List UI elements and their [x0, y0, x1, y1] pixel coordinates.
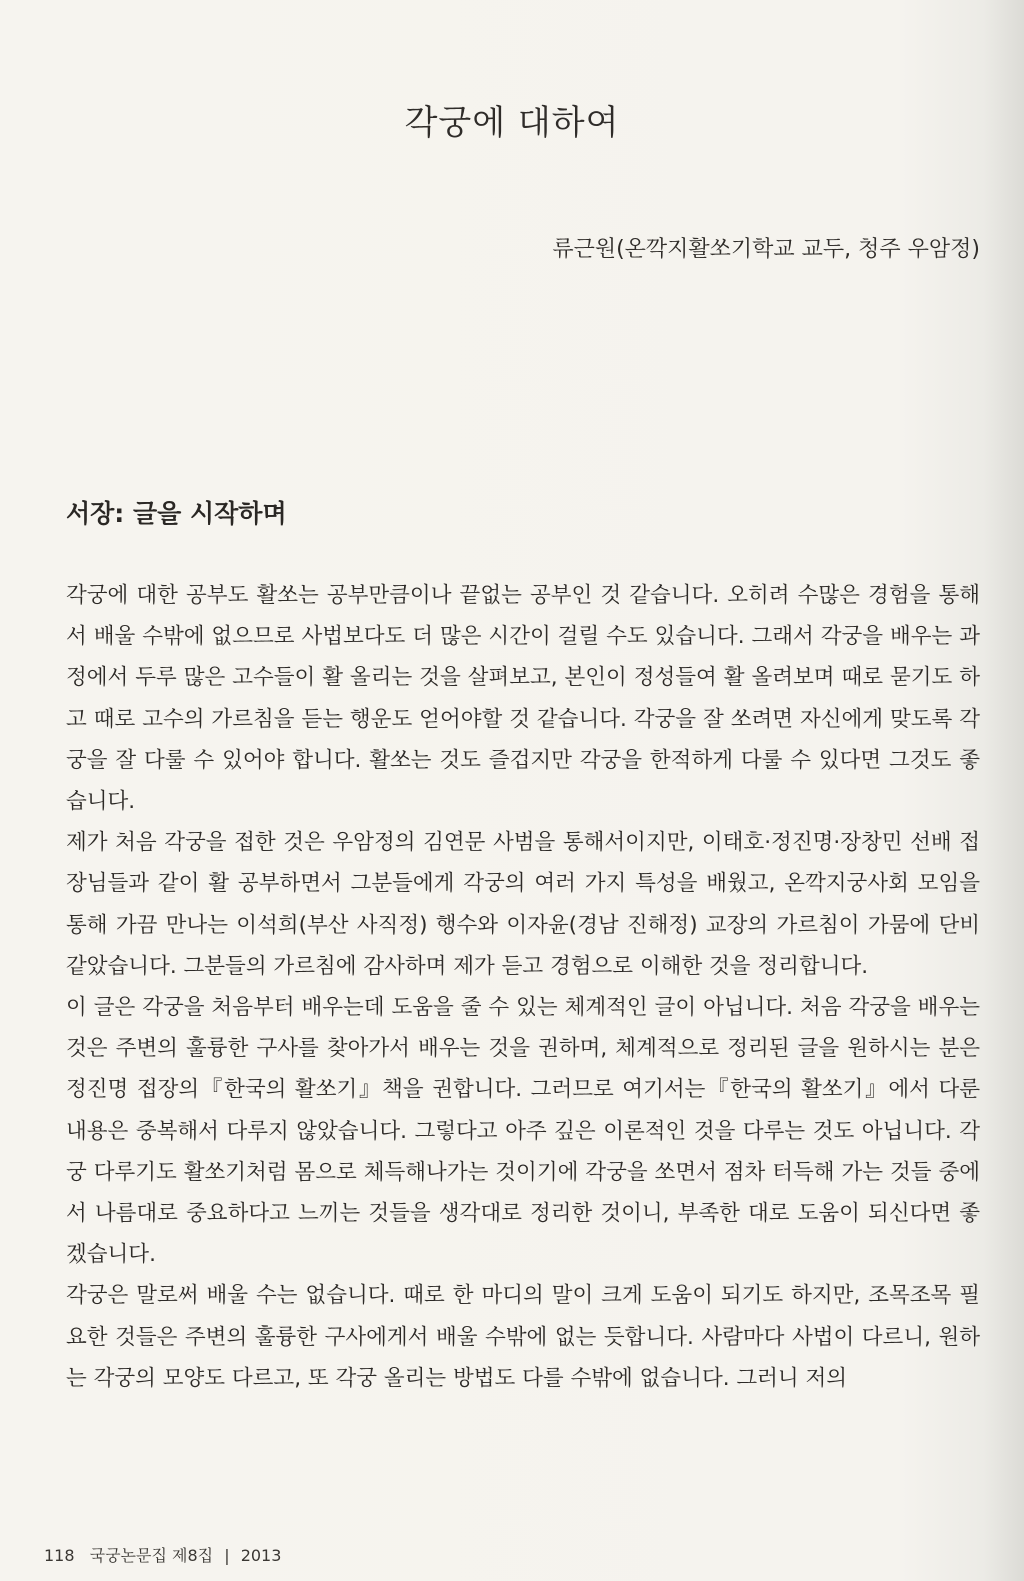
- publication-year: 2013: [240, 1546, 282, 1565]
- publication-name: 국궁논문집 제8집: [89, 1546, 214, 1565]
- footer-separator: |: [224, 1546, 230, 1565]
- section-heading: 서장: 글을 시작하며: [66, 499, 287, 528]
- article-title: 각궁에 대하여: [404, 103, 620, 143]
- page-footer: [44, 1543, 281, 1566]
- author-line: 류근원(온깍지활쏘기학교 교두, 청주 우암정): [552, 237, 980, 262]
- body-text: [66, 575, 980, 1399]
- paragraph-2: 제가 처음 각궁을 접한 것은 우암정의 김연문 사범을 통해서이지만, 이태호·정진명·장창민 선배 접장님들과 같이 활 공부하면서 그분들에게 각궁의 여러 가지 특성을 배웠고, 온깍지궁사회 모임을 통해 가끔 만나는 이석희(부산 사직정) 행수와 이자윤(경남 진해정) 교장의 가르침이 가뭄에 단비 같았습니다. 그분들의 가르침에 감사하며 제가 듣고 경험으로 이해한 것을 정리합니다.: [66, 830, 980, 979]
- paragraph-3: 이 글은 각궁을 처음부터 배우는데 도움을 줄 수 있는 체계적인 글이 아닙니다. 처음 각궁을 배우는 것은 주변의 훌륭한 구사를 찾아가서 배우는 것을 권하며, 체계적으로 정리된 글을 원하시는 분은 정진명 접장의『한국의 활쏘기』책을 권합니다. 그러므로 여기서는『한국의 활쏘기』에서 다룬 내용은 중복해서 다루지 않았습니다. 그렇다고 아주 깊은 이론적인 것을 다루는 것도 아닙니다. 각궁 다루기도 활쏘기처럼 몸으로 체득해나가는 것이기에 각궁을 쏘면서 점차 터득해 가는 것들 중에서 나름대로 중요하다고 느끼는 것들을 생각대로 정리한 것이니, 부족한 대로 도움이 되신다면 좋겠습니다.: [66, 995, 980, 1268]
- paragraph-1: 각궁에 대한 공부도 활쏘는 공부만큼이나 끝없는 공부인 것 같습니다. 오히려 수많은 경험을 통해서 배울 수밖에 없으므로 사법보다도 더 많은 시간이 걸릴 수도 있습니다. 그래서 각궁을 배우는 과정에서 두루 많은 고수들이 활 올리는 것을 살펴보고, 본인이 정성들여 활 올려보며 때로 묻기도 하고 때로 고수의 가르침을 듣는 행운도 얻어야할 것 같습니다. 각궁을 잘 쏘려면 자신에게 맞도록 각궁을 잘 다룰 수 있어야 합니다. 활쏘는 것도 즐겁지만 각궁을 한적하게 다룰 수 있다면 그것도 좋습니다.: [66, 583, 980, 815]
- paragraph-4: 각궁은 말로써 배울 수는 없습니다. 때로 한 마디의 말이 크게 도움이 되기도 하지만, 조목조목 필요한 것들은 주변의 훌륭한 구사에게서 배울 수밖에 없는 듯합니다. 사람마다 사법이 다르니, 원하는 각궁의 모양도 다르고, 또 각궁 올리는 방법도 다를 수밖에 없습니다. 그러니 저의: [66, 1283, 980, 1391]
- page-number: 118: [44, 1546, 75, 1565]
